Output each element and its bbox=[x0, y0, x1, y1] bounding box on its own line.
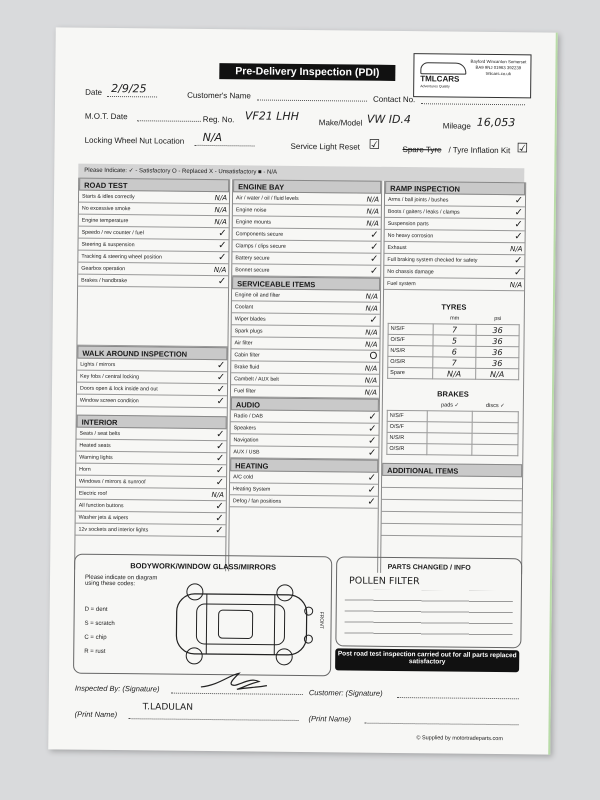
audio-item-mark: ✓ bbox=[367, 447, 377, 459]
road-test-item-mark: ✓ bbox=[218, 228, 227, 240]
spare-tyre-label: Spare Tyre bbox=[402, 145, 442, 155]
ramp-item-mark: ✓ bbox=[514, 219, 523, 231]
brake-cell bbox=[472, 444, 518, 455]
road-test-item-label: Engine temperature bbox=[81, 217, 129, 225]
bodywork-box bbox=[73, 554, 332, 677]
ramp-row bbox=[384, 278, 524, 291]
contact-label: Contact No. bbox=[373, 94, 416, 105]
audio-item-mark: ✓ bbox=[368, 435, 377, 447]
parts-heading: PARTS CHANGED / INFO bbox=[387, 563, 471, 572]
road-test-item-mark: N/A bbox=[214, 194, 228, 203]
tyre-row bbox=[388, 367, 519, 379]
tyres-heading: TYRES bbox=[441, 302, 467, 312]
tyre-mm: 7 bbox=[433, 357, 476, 368]
car-diagram-icon bbox=[166, 580, 317, 670]
tyre-psi: 36 bbox=[476, 346, 519, 357]
form-title: Pre-Delivery Inspection (PDI) bbox=[219, 63, 395, 81]
code-scratch: S = scratch bbox=[84, 620, 115, 628]
contact-line bbox=[421, 103, 525, 105]
interior-item-label: 12v sockets and interior lights bbox=[78, 526, 149, 534]
road-test-item-mark: N/A bbox=[213, 266, 227, 275]
engine-bay-item-mark: ✓ bbox=[369, 265, 379, 277]
ramp-item-label: No chassis damage bbox=[387, 268, 434, 276]
interior-item-mark: N/A bbox=[211, 491, 224, 500]
ramp-item-mark: N/A bbox=[510, 245, 523, 254]
engine-bay-heading: ENGINE BAY bbox=[233, 179, 381, 194]
customer-print-name-label: (Print Name) bbox=[308, 714, 352, 724]
serviceable-item-mark: N/A bbox=[365, 340, 378, 349]
serviceable-row bbox=[231, 385, 379, 399]
service-light-label: Service Light Reset bbox=[290, 141, 360, 152]
logo-brand: TMLCARS bbox=[420, 74, 460, 84]
serviceable-item-mark: N/A bbox=[365, 292, 379, 301]
service-light-check-icon: ☑ bbox=[368, 136, 381, 152]
road-test-item-label: Gearbox operation bbox=[81, 265, 126, 273]
ramp-item-mark: ✓ bbox=[513, 267, 523, 279]
brake-cell bbox=[427, 444, 472, 455]
interior-item-label: Horn bbox=[79, 466, 91, 473]
brake-cell bbox=[472, 433, 518, 444]
dealer-logo bbox=[413, 53, 531, 98]
serviceable-heading: SERVICEABLE ITEMS bbox=[232, 276, 380, 291]
audio-heading: AUDIO bbox=[231, 397, 379, 412]
road-test-item-label: Speedo / rev counter / fuel bbox=[81, 229, 144, 237]
brakes-pads-header: pads ✓ bbox=[441, 402, 460, 409]
engine-bay-item-label: Bonnet secure bbox=[235, 267, 270, 274]
walk-around-item-mark: ✓ bbox=[216, 384, 226, 396]
tyres-mm-header: mm bbox=[450, 315, 460, 322]
road-test-item-label: Steering & suspension bbox=[81, 241, 135, 249]
tyre-pos: Spare bbox=[388, 367, 433, 378]
audio-item-mark: ✓ bbox=[368, 411, 377, 423]
tyre-psi: 36 bbox=[476, 357, 519, 368]
serviceable-item-label: Spark plugs bbox=[234, 328, 263, 335]
additional-heading: ADDITIONAL ITEMS bbox=[382, 463, 522, 477]
brake-row bbox=[387, 443, 518, 455]
interior-item-mark: ✓ bbox=[215, 465, 225, 477]
tyre-psi: 36 bbox=[476, 324, 519, 335]
interior-heading: INTERIOR bbox=[77, 415, 227, 430]
brake-cell bbox=[472, 422, 518, 433]
serviceable-item-label: Air filter bbox=[234, 340, 253, 347]
road-test-item-label: Tracking & steering wheel position bbox=[81, 253, 162, 261]
serviceable-item-label: Cambelt / AUX belt bbox=[234, 376, 279, 383]
serviceable-item-label: Fuel filter bbox=[233, 388, 256, 395]
additional-line bbox=[381, 524, 521, 537]
tyre-mm: 5 bbox=[433, 335, 476, 346]
brakes-discs-header: discs ✓ bbox=[486, 402, 505, 410]
walk-around-row bbox=[77, 395, 227, 409]
road-test-item-mark: ✓ bbox=[217, 276, 227, 288]
make-model-value: VW ID.4 bbox=[366, 112, 412, 127]
legend-bar: Please Indicate: ✓ - Satisfactory O - Replaced X - Unsatisfactory ■ - N/A bbox=[78, 164, 524, 183]
middle-column bbox=[228, 179, 382, 573]
heating-item-label: Heating System bbox=[232, 486, 271, 493]
locking-nut-label: Locking Wheel Nut Location bbox=[84, 135, 185, 146]
parts-lines bbox=[344, 589, 513, 643]
ramp-item-label: Full braking system checked for safety bbox=[387, 256, 478, 264]
tyre-psi: N/A bbox=[476, 368, 519, 379]
tyre-pos: O/S/F bbox=[388, 334, 433, 345]
engine-bay-item-label: Engine mounts bbox=[235, 219, 272, 226]
bodywork-codes bbox=[84, 603, 115, 659]
tyre-mm: 6 bbox=[433, 346, 476, 357]
parts-changed-box bbox=[335, 556, 522, 648]
brakes-table bbox=[386, 400, 519, 456]
reg-value: VF21 LHH bbox=[244, 109, 299, 123]
serviceable-item-label: Wiper blades bbox=[234, 316, 266, 323]
engine-bay-item-label: Battery secure bbox=[235, 255, 270, 262]
road-test-item-mark: ✓ bbox=[217, 252, 227, 264]
road-test-item-mark: N/A bbox=[214, 206, 227, 215]
heating-item-label: Defog / fan positions bbox=[232, 498, 282, 505]
heating-item-mark: ✓ bbox=[367, 484, 377, 496]
road-test-row bbox=[78, 275, 228, 289]
serviceable-item-mark: N/A bbox=[364, 364, 378, 373]
engine-bay-item-label: Clamps / clips secure bbox=[235, 243, 286, 250]
audio-item-label: Navigation bbox=[233, 437, 259, 444]
road-test-item-mark: N/A bbox=[214, 218, 227, 227]
customer-signature-label: Customer: (Signature) bbox=[308, 688, 383, 698]
reg-label: Reg. No. bbox=[202, 114, 235, 125]
code-dent: D = dent bbox=[84, 606, 108, 613]
heating-item-mark: ✓ bbox=[367, 472, 377, 484]
road-test-heading: ROAD TEST bbox=[79, 178, 229, 193]
code-chip: C = chip bbox=[84, 634, 107, 641]
audio-item-label: AUX / USB bbox=[233, 449, 260, 456]
interior-item-label: Windows / mirrors & sunroof bbox=[79, 478, 146, 486]
serviceable-item-label: Brake fluid bbox=[234, 364, 260, 371]
walk-around-item-label: Key fobs / central locking bbox=[80, 373, 140, 381]
customer-signature-line bbox=[397, 697, 519, 699]
ramp-item-mark: N/A bbox=[509, 281, 523, 290]
mileage-label: Mileage bbox=[442, 121, 471, 131]
interior-item-label: Washer jets & wipers bbox=[78, 514, 129, 522]
road-test-item-mark: ✓ bbox=[218, 240, 227, 252]
ramp-item-label: Exhaust bbox=[387, 244, 407, 252]
road-test-item-label: Brakes / handbrake bbox=[81, 277, 128, 285]
tyres-psi-header: psi bbox=[494, 315, 502, 323]
ramp-item-mark: ✓ bbox=[514, 195, 524, 207]
brake-cell bbox=[472, 411, 518, 422]
engine-bay-item-mark: N/A bbox=[366, 219, 379, 228]
ramp-item-label: Arms / ball joints / bushes bbox=[387, 196, 449, 204]
tyres-table bbox=[387, 313, 520, 380]
car-logo-icon bbox=[420, 62, 466, 74]
serviceable-item-mark: O bbox=[369, 350, 378, 362]
brakes-heading: BRAKES bbox=[437, 389, 469, 399]
brake-pos: N/S/F bbox=[387, 410, 428, 421]
tyre-mm: N/A bbox=[433, 368, 476, 379]
customer-print-name-line bbox=[365, 723, 519, 726]
make-model-label: Make/Model bbox=[318, 118, 363, 128]
inflation-kit-check-icon: ☑ bbox=[516, 140, 529, 156]
locking-nut-line bbox=[195, 145, 255, 147]
brake-pos: O/S/R bbox=[387, 443, 428, 454]
tyre-pos: N/S/F bbox=[388, 323, 433, 334]
logo-tagline: Adventures Quality bbox=[420, 84, 450, 89]
print-name-label: (Print Name) bbox=[74, 709, 118, 720]
serviceable-item-label: Coolant bbox=[234, 304, 254, 311]
customer-name-label: Customer's Name bbox=[187, 90, 251, 101]
brake-cell bbox=[428, 411, 473, 422]
serviceable-item-mark: N/A bbox=[364, 388, 378, 397]
print-name-value: T.LADULAN bbox=[142, 702, 194, 713]
walk-around-item-label: Window screen condition bbox=[79, 397, 139, 405]
audio-row bbox=[230, 446, 378, 460]
brake-pos: N/S/R bbox=[387, 432, 428, 443]
engine-bay-item-label: Engine noise bbox=[235, 207, 267, 214]
parts-entry: POLLEN FILTER bbox=[348, 575, 420, 588]
tyre-mm: 7 bbox=[433, 324, 476, 335]
inspected-by-label: Inspected By: (Signature) bbox=[74, 683, 160, 694]
inspected-by-line bbox=[171, 693, 303, 695]
walk-around-item-mark: ✓ bbox=[216, 360, 226, 372]
mot-date-line bbox=[137, 120, 201, 122]
date-label: Date bbox=[85, 87, 103, 97]
walk-around-heading: WALK AROUND INSPECTION bbox=[77, 346, 227, 361]
tyre-pos: O/S/R bbox=[388, 356, 433, 367]
heating-heading: HEATING bbox=[230, 458, 378, 473]
heating-row bbox=[230, 495, 378, 509]
interior-item-mark: ✓ bbox=[215, 477, 225, 489]
engine-bay-row bbox=[232, 264, 380, 278]
ramp-item-mark: ✓ bbox=[514, 207, 523, 219]
ramp-item-mark: ✓ bbox=[513, 255, 523, 267]
road-test-blank bbox=[77, 287, 228, 348]
post-road-test-banner: Post road test inspection carried out for all parts replaced satisfactory bbox=[335, 648, 519, 672]
inflation-kit-label: / Tyre Inflation Kit bbox=[448, 145, 511, 156]
supplied-by-text: © Supplied by motortradeparts.com bbox=[416, 735, 503, 743]
ramp-item-mark: ✓ bbox=[514, 231, 523, 243]
code-rust: R = rust bbox=[84, 648, 106, 655]
bodywork-instructions: Please indicate on diagram using these codes: bbox=[84, 574, 158, 588]
ramp-heading: RAMP INSPECTION bbox=[385, 181, 525, 195]
interior-item-mark: ✓ bbox=[215, 513, 224, 525]
serviceable-item-mark: N/A bbox=[364, 376, 378, 385]
tyre-psi: 36 bbox=[476, 335, 519, 346]
brake-cell bbox=[428, 422, 473, 433]
interior-item-mark: ✓ bbox=[215, 441, 225, 453]
interior-row bbox=[75, 524, 225, 538]
interior-item-mark: ✓ bbox=[216, 429, 225, 441]
engine-bay-item-mark: N/A bbox=[366, 195, 380, 204]
interior-item-label: Warning lights bbox=[79, 454, 113, 462]
engine-bay-item-mark: ✓ bbox=[370, 241, 379, 253]
engine-bay-item-mark: N/A bbox=[366, 207, 379, 216]
date-line bbox=[107, 96, 157, 98]
tyre-pos: N/S/R bbox=[388, 345, 433, 356]
print-name-line bbox=[129, 718, 299, 721]
engine-bay-item-label: Components secure bbox=[235, 231, 284, 238]
bodywork-heading: BODYWORK/WINDOW GLASS/MIRRORS bbox=[130, 561, 277, 572]
audio-item-label: Radio / DAB bbox=[233, 413, 263, 420]
walk-around-item-mark: ✓ bbox=[216, 396, 225, 408]
date-value: 2/9/25 bbox=[111, 81, 147, 96]
mot-date-label: M.O.T. Date bbox=[84, 111, 128, 122]
audio-item-mark: ✓ bbox=[368, 423, 377, 435]
engine-bay-item-mark: ✓ bbox=[370, 229, 379, 241]
audio-item-label: Speakers bbox=[233, 425, 257, 432]
interior-item-label: All function buttons bbox=[78, 502, 124, 510]
logo-address: Bayford Wincanton Somerset BA9 9NJ 01963 392239 tmlcars.co.uk bbox=[470, 58, 527, 77]
engine-bay-item-label: Air / water / oil / fluid levels bbox=[235, 195, 299, 202]
interior-item-mark: ✓ bbox=[215, 525, 224, 537]
interior-item-mark: ✓ bbox=[215, 501, 224, 513]
mileage-value: 16,053 bbox=[476, 115, 516, 130]
walk-around-item-mark: ✓ bbox=[216, 372, 226, 384]
serviceable-item-label: Cabin filter bbox=[234, 352, 260, 359]
pdi-form bbox=[48, 27, 558, 754]
interior-item-mark: ✓ bbox=[215, 453, 225, 465]
interior-item-label: Heated seats bbox=[79, 442, 111, 449]
engine-bay-item-mark: ✓ bbox=[369, 253, 379, 265]
ramp-item-label: No heavy corrosion bbox=[387, 232, 434, 240]
serviceable-item-label: Engine oil and filter bbox=[234, 292, 281, 299]
ramp-item-label: Suspension parts bbox=[387, 220, 429, 228]
serviceable-item-mark: ✓ bbox=[369, 314, 378, 326]
walk-around-item-label: Doors open & lock inside and out bbox=[79, 385, 158, 393]
customer-name-line bbox=[257, 100, 367, 102]
heating-item-label: A/C cold bbox=[233, 474, 254, 481]
brake-cell bbox=[427, 433, 472, 444]
ramp-item-label: Boots / gaiters / leaks / clamps bbox=[387, 208, 460, 216]
interior-item-label: Seats / seat belts bbox=[79, 430, 121, 438]
heating-item-mark: ✓ bbox=[367, 496, 376, 508]
road-test-item-label: No excessive smoke bbox=[81, 205, 131, 213]
left-column bbox=[74, 178, 230, 572]
walk-around-item-label: Lights / mirrors bbox=[80, 361, 116, 369]
locking-nut-value: N/A bbox=[202, 130, 223, 145]
front-label: FRONT bbox=[318, 611, 325, 629]
serviceable-item-mark: N/A bbox=[365, 304, 378, 313]
serviceable-item-mark: N/A bbox=[365, 328, 378, 337]
ramp-item-label: Fuel system bbox=[387, 280, 416, 288]
brake-pos: O/S/F bbox=[387, 421, 428, 432]
road-test-item-label: Starts & idles correctly bbox=[81, 193, 135, 201]
inspector-signature-icon bbox=[199, 669, 269, 692]
interior-item-label: Electric roof bbox=[78, 490, 107, 497]
right-column bbox=[380, 181, 526, 574]
